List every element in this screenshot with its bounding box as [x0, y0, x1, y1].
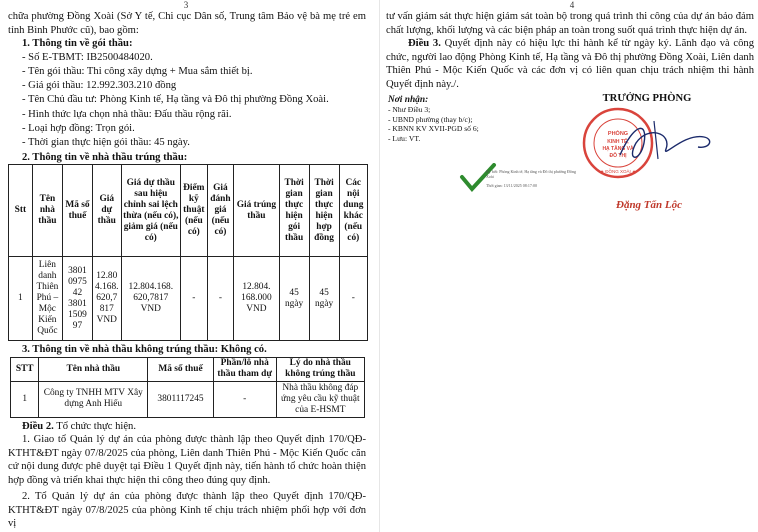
digital-signature-time: Thời gian: 13/11/2025 08:17:00: [486, 183, 537, 188]
table-header: Thời gian thực hiện gói thầu: [279, 165, 309, 257]
table-header: Giá trúng thầu: [234, 165, 279, 257]
svg-text:★ ĐỒNG XOÀI ★: ★ ĐỒNG XOÀI ★: [599, 169, 637, 174]
svg-text:PHÒNG: PHÒNG: [607, 131, 629, 137]
table-header: Tên nhà thầu: [39, 357, 148, 381]
digital-signature: [452, 163, 582, 195]
right-page: [386, 0, 758, 532]
article3-label: Điều 3.: [408, 38, 441, 49]
article2-label: Điều 2.: [22, 420, 54, 432]
table-header: Lý do nhà thầu không trúng thầu: [276, 357, 364, 381]
table-header: STT: [11, 357, 39, 381]
svg-text:ĐÔ THỊ: ĐÔ THỊ: [609, 153, 627, 159]
cell-part: -: [213, 381, 276, 417]
winning-bidder-table: [8, 164, 368, 341]
table-header: Stt: [9, 165, 33, 257]
losing-bidder-table: [10, 357, 365, 418]
table-header-row: [11, 357, 365, 381]
cell-time-contract: 45 ngày: [309, 257, 339, 341]
section1-item: - Tên gói thầu: Thi công xây dựng + Mua sắm thiết bị.: [22, 65, 253, 77]
page-number-right: 4: [569, 0, 575, 10]
cell-reason: Nhà thầu không đáp ứng yêu cầu kỹ thuật của E-HSMT: [276, 381, 364, 417]
cell-tax: 3801117245: [148, 381, 214, 417]
cell-other: -: [339, 257, 367, 341]
section3-title: 3. Thông tin về nhà thầu không trúng thầu: Không có.: [22, 344, 267, 356]
digital-signature-text: Ký bởi: Phòng Kinh tế, Hạ tầng và Đô thị phường Đồng Xoài: [486, 169, 576, 179]
section1-list: [0, 51, 372, 151]
cell-stt: 1: [11, 381, 39, 417]
table-header: Mã số thuế: [63, 165, 93, 257]
handwritten-signature-icon: [614, 113, 724, 173]
table-header: Tên nhà thầu: [32, 165, 62, 257]
recipient-item: - UBND phường (thay b/c);: [388, 114, 473, 124]
table-header: Điểm kỹ thuật (nếu có): [180, 165, 207, 257]
article3: [386, 37, 758, 91]
recipient-item: - Như Điều 3;: [388, 105, 431, 114]
cell-adjusted: 12.804.168. 620,7817 VND: [121, 257, 180, 341]
continuation-text: tư vấn giám sát thực hiện giám sát toàn bộ trong quá trình thi công của dự án bảo đảm chất lượng, khối lượng và các biện pháp an toàn trong suốt quá trình thực hiện dự án.: [386, 11, 754, 36]
recipients: [388, 95, 528, 143]
table-header: Giá dự thầu sau hiệu chỉnh sai lệch thừa (nếu có), giảm giá (nếu có): [121, 165, 180, 257]
section1-item: - Loại hợp đồng: Trọn gói.: [22, 122, 135, 134]
page-divider: [379, 0, 380, 532]
table-header: Thời gian thực hiện hợp đồng: [309, 165, 339, 257]
recipient-item: - KBNN KV XVII-PGD số 6;: [388, 124, 479, 133]
table-row: [11, 381, 365, 417]
cell-score: -: [180, 257, 207, 341]
cell-win: 12.804. 168.000 VND: [234, 257, 279, 341]
cell-name: Công ty TNHH MTV Xây dựng Anh Hiếu: [39, 381, 148, 417]
cell-name: Liên danh Thiên Phú – Mộc Kiến Quốc: [32, 257, 62, 341]
signature-block: [386, 91, 758, 251]
cell-bid: 12.80 4.168. 620,7 817 VND: [92, 257, 121, 341]
table-header: Giá dự thầu: [92, 165, 121, 257]
article3-text: Quyết định này có hiệu lực thi hành kể từ ngày ký. Lãnh đạo và công chức, người lao động Phòng Kinh tế, Hạ tầng và Đô thị phường Đồng Xoài, Liên danh Thiên Phú - Mộc Kiến Quốc và các đơn vị có liên quan chịu trách nhiệm thi hành Quyết định này./.: [386, 38, 755, 90]
section1-item: - Số E-TBMT: IB2500484020.: [22, 51, 153, 63]
intro-text: chữa phường Đồng Xoài (Sở Y tế, Chi cục Dân số, Trung tâm Bảo vệ bà mẹ trẻ em tỉnh Bình Phước cũ), bao gồm:: [8, 11, 366, 36]
left-page: [0, 0, 372, 532]
table-header: Phần/lô nhà thầu tham dự: [213, 357, 276, 381]
article2-item2: 2. Tổ Quản lý dự án của phòng được thành lập theo Quyết định 170/QĐ-KTHT&ĐT ngày 07/8/2025 của phòng Kinh tế chịu trách nhiệm phối hợp với đơn vị: [8, 491, 366, 530]
section1-item: - Giá gói thầu: 12.992.303.210 đồng: [22, 80, 177, 92]
section1-item: - Tên Chủ đầu tư: Phòng Kinh tế, Hạ tầng và Đô thị phường Đồng Xoài.: [22, 94, 329, 106]
section1-title: 1. Thông tin về gói thầu:: [22, 38, 133, 49]
cell-tax: 3801 0975 42 3801 1509 97: [63, 257, 93, 341]
article2-text: Tổ chức thực hiện.: [53, 420, 136, 432]
svg-text:KINH TẾ,: KINH TẾ,: [607, 139, 629, 145]
table-header: Các nội dung khác (nếu có): [339, 165, 367, 257]
svg-text:HẠ TẦNG VÀ: HẠ TẦNG VÀ: [602, 146, 634, 152]
signer-name: Đặng Tấn Lộc: [616, 199, 682, 211]
section1-item: - Thời gian thực hiện gói thầu: 45 ngày.: [22, 137, 190, 149]
section1-item: - Hình thức lựa chọn nhà thầu: Đấu thầu rộng rãi.: [22, 108, 232, 120]
cell-eval: -: [207, 257, 234, 341]
cell-time-package: 45 ngày: [279, 257, 309, 341]
position-title: TRƯỞNG PHÒNG: [602, 93, 692, 104]
table-row: [9, 257, 368, 341]
table-header: Giá đánh giá (nếu có): [207, 165, 234, 257]
page-number-left: 3: [183, 0, 189, 10]
table-header-row: [9, 165, 368, 257]
table-header: Mã số thuế: [148, 357, 214, 381]
recipient-item: - Lưu: VT.: [388, 133, 421, 143]
section2-title: 2. Thông tin về nhà thầu trúng thầu:: [22, 151, 188, 163]
article2: [0, 420, 372, 434]
cell-stt: 1: [9, 257, 33, 341]
recipients-title: Nơi nhận:: [388, 95, 429, 105]
article2-item1: 1. Giao tổ Quản lý dự án của phòng được thành lập theo Quyết định 170/QĐ-KTHT&ĐT ngày 07/8/2025 của phòng, Liên danh Thiên Phú - Mộc Kiến Quốc căn cứ nội dung được phê duyệt tại Điều 1 Quyết định này, tiến hành tổ chức hoàn thiện hợp đồng và triển khai thực hiện thi công theo đúng quy định.: [8, 434, 366, 486]
